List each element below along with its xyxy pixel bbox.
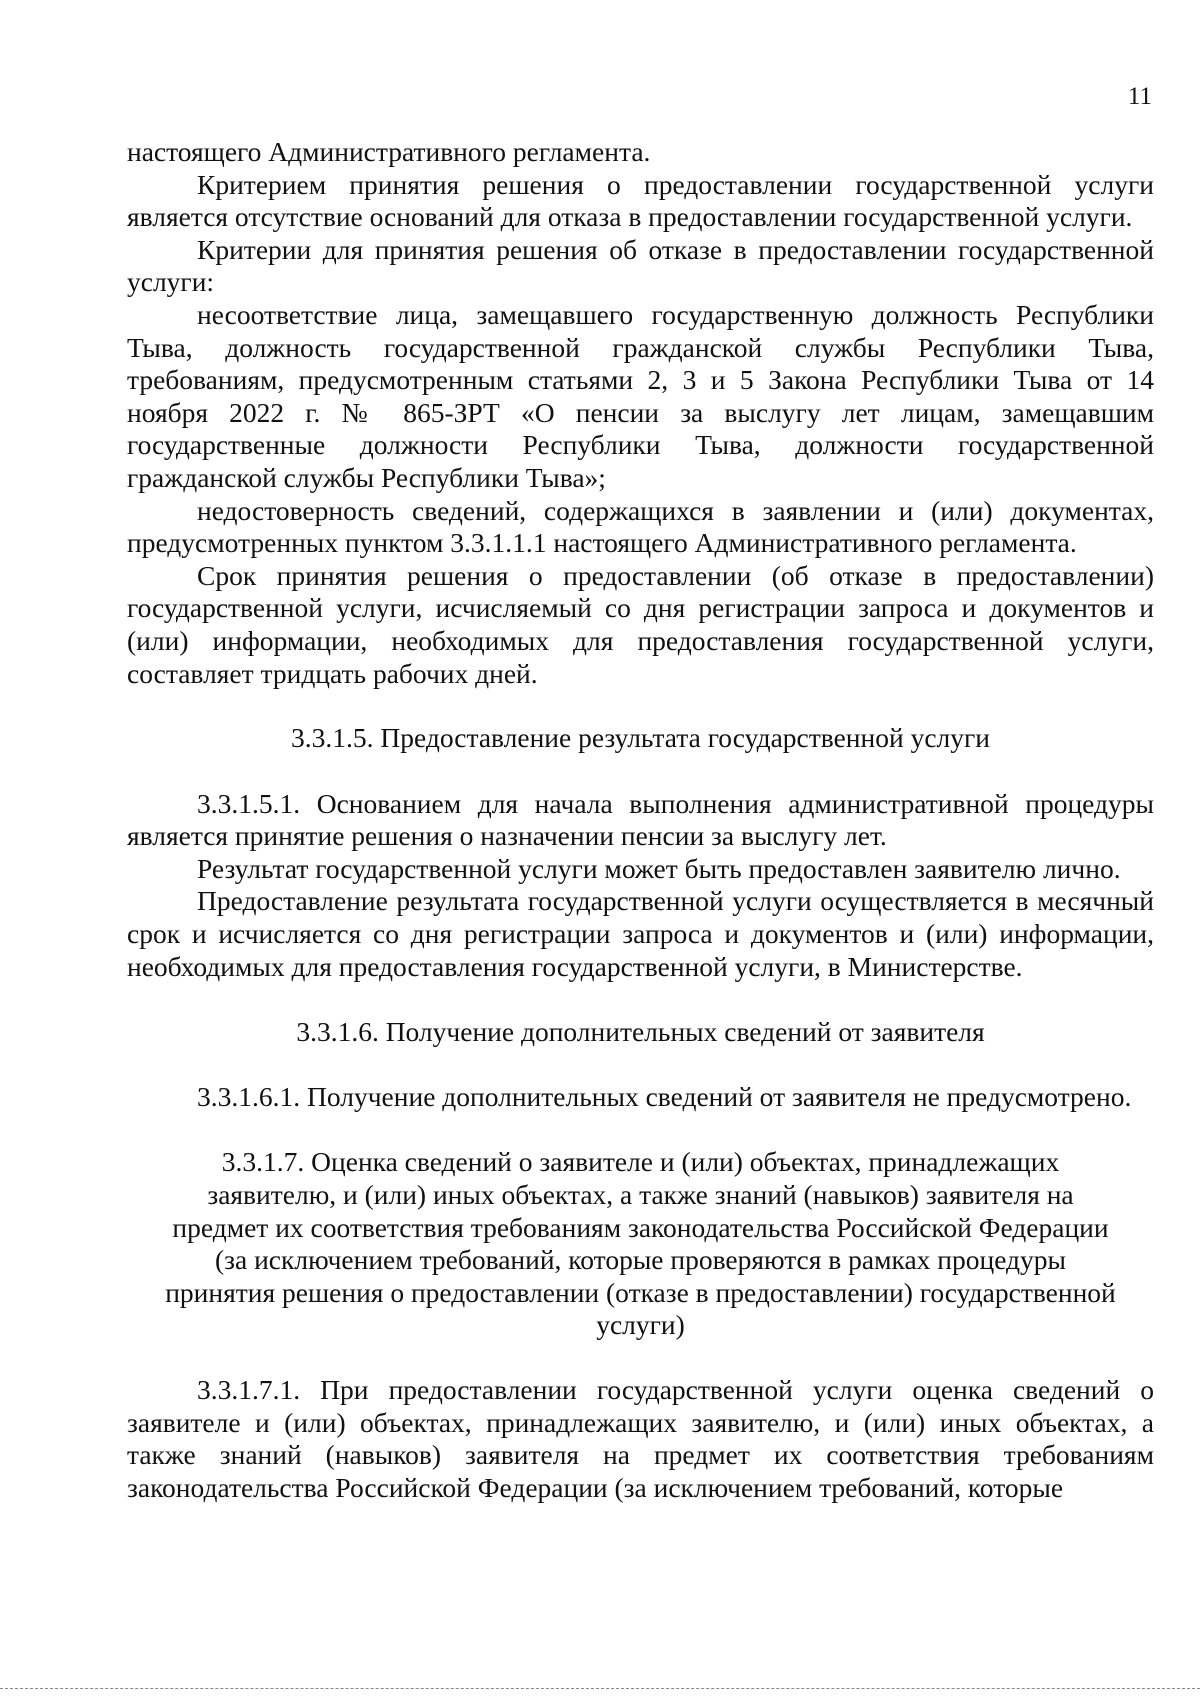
paragraph-decision-term: Срок принятия решения о предоставлении (об отказе в предоставлении) государственной услуги, исчисляемый со дня регистрации запроса и документов и (или) информации, необходимых для предоставления государственной услуги, составляет тридцать рабочих дней. [127,559,1154,689]
paragraph-result-term: Предоставление результата государственной услуги осуществляется в месячный срок и исчисляется со дня регистрации запроса и документов и (или) информации, необходимых для предоставления государственной услуги, в Министерстве. [127,885,1154,982]
paragraph-3-3-1-6-1: 3.3.1.6.1. Получение дополнительных сведений от заявителя не предусмотрено. [197,1080,1132,1112]
paragraph-refusal-unreliable: недостоверность сведений, содержащихся в заявлении и (или) документах, предусмотренных пунктом 3.3.1.1.1 настоящего Административного регламента. [127,494,1154,559]
section-heading-3-3-1-7: 3.3.1.7. Оценка сведений о заявителе и (или) объектах, принадлежащих заявителю, и (или) иных объектах, а также знаний (навыков) заявителя на предмет их соответствия требованиям законодательства Российской Федерации (за исключением требований, которые проверяются в рамках процедуры принятия решения о предоставлении (отказе в предоставлении) государственной услуги) [165,1146,1116,1341]
page-number: 11 [1127,83,1152,110]
scan-bottom-edge [0,1688,1200,1689]
document-body [127,136,1154,1504]
section-heading-3-3-1-6: 3.3.1.6. Получение дополнительных сведений от заявителя [296,1016,985,1048]
paragraph-refusal-mismatch: несоответствие лица, замещавшего государственную должность Республики Тыва, должность государственной гражданской службы Республики Тыва, требованиям, предусмотренным статьями 2, 3 и 5 Закона Республики Тыва от 14 ноября 2022 г. № 865-ЗРТ «О пенсии за выслугу лет лицам, замещавшим государственные должности Республики Тыва, должности государственной гражданской службы Республики Тыва»; [127,298,1154,493]
paragraph-refusal-criteria: Критерии для принятия решения об отказе в предоставлении государственной услуги: [127,233,1154,298]
paragraph-3-3-1-5-1: 3.3.1.5.1. Основанием для начала выполнения административной процедуры является принятие решения о назначении пенсии за выслугу лет. [127,787,1154,852]
paragraph-result-in-person: Результат государственной услуги может быть предоставлен заявителю лично. [197,852,1121,884]
paragraph-3-3-1-7-1: 3.3.1.7.1. При предоставлении государственной услуги оценка сведений о заявителе и (или) объектах, принадлежащих заявителю, и (или) иных объектах, а также знаний (навыков) заявителя на предмет их соответствия требованиям законодательства Российской Федерации (за исключением требований, которые [127,1374,1154,1503]
section-heading-3-3-1-5: 3.3.1.5. Предоставление результата государственной услуги [291,722,990,754]
paragraph-continuation: настоящего Административного регламента. [127,136,651,167]
paragraph-decision-criterion: Критерием принятия решения о предоставлении государственной услуги является отсутствие оснований для отказа в предоставлении государственной услуги. [127,168,1154,233]
